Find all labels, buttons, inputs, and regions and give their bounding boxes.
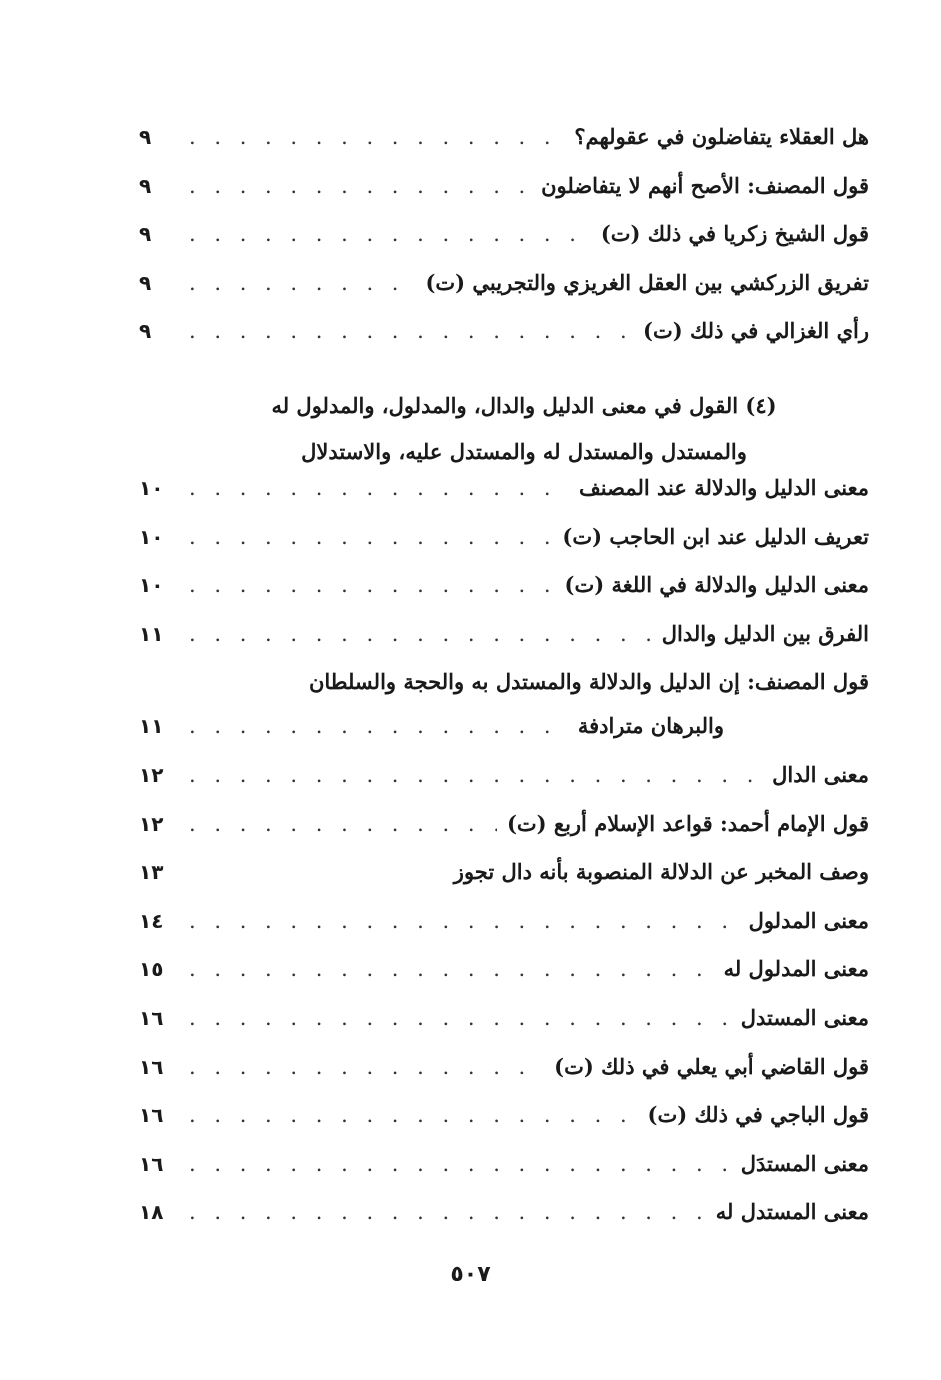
page-number: ٥٠٧ xyxy=(450,1262,491,1287)
toc-entry xyxy=(139,173,869,222)
toc-entry-title: تفريق الزركشي بين العقل الغريزي والتجريبي (ت) xyxy=(425,269,869,295)
leader-dots xyxy=(189,714,568,738)
leader-dots xyxy=(189,1152,731,1176)
toc-entry-title: معنى المستدل له xyxy=(715,1199,869,1225)
toc-entry-page: ١٦ xyxy=(139,1005,164,1030)
toc-entry xyxy=(139,270,869,319)
toc-entry xyxy=(139,1199,869,1248)
toc-entry-title: قول الإمام أحمد: قواعد الإسلام أربع (ت) xyxy=(506,810,869,836)
section-heading-line-1: (٤) القول في معنى الدليل والدال، والمدلول، والمدلول له xyxy=(271,392,777,418)
leader-dots xyxy=(189,125,564,149)
toc-entry-page: ١٢ xyxy=(139,762,164,787)
leader-dots xyxy=(189,1200,706,1224)
toc-entry-title: معنى المدلول له xyxy=(723,956,869,982)
toc-entry-title: معنى المدلول xyxy=(748,907,869,933)
toc-entry xyxy=(139,572,869,621)
leader-dots xyxy=(189,622,652,646)
section-heading xyxy=(139,367,869,475)
toc-entry xyxy=(139,762,869,811)
toc-entry-title: معنى الدليل والدلالة في اللغة (ت) xyxy=(564,572,869,598)
toc-entry xyxy=(139,221,869,270)
toc-entry-title: قول القاضي أبي يعلي في ذلك (ت) xyxy=(554,1053,869,1079)
toc-entry-title: هل العقلاء يتفاضلون في عقولهم؟ xyxy=(574,124,869,149)
toc-entry-page: ١١ xyxy=(139,621,164,646)
toc-entry-page: ١٦ xyxy=(139,1151,164,1176)
toc-entry xyxy=(139,1054,869,1103)
toc-entry-page: ٩ xyxy=(139,222,152,247)
toc-entry xyxy=(139,621,869,670)
toc-entry-title: معنى الدليل والدلالة عند المصنف xyxy=(579,474,869,500)
leader-dots xyxy=(189,222,591,246)
leader-dots xyxy=(189,476,569,500)
toc-entry xyxy=(139,811,869,860)
leader-dots xyxy=(189,1103,638,1127)
toc-entry-title: قول الباجي في ذلك (ت) xyxy=(647,1102,869,1128)
toc-entry-title-continued: والبرهان مترادفة xyxy=(577,713,724,739)
leader-dots xyxy=(189,525,552,549)
toc-entry-page: ١٠ xyxy=(139,524,164,549)
toc-entry-title: قول المصنف: إن الدليل والدلالة والمستدل به والحجة والسلطان xyxy=(308,669,869,695)
toc-entry xyxy=(139,1005,869,1054)
toc-entry-title: قول المصنف: الأصح أنهم لا يتفاضلون xyxy=(541,172,869,198)
toc-entry-page: ١١ xyxy=(139,714,164,739)
toc-entry-page: ١٨ xyxy=(139,1200,164,1225)
toc-entry-page: ٩ xyxy=(139,319,152,344)
toc-entry xyxy=(139,908,869,957)
toc-entry-page: ٩ xyxy=(139,125,152,149)
toc-entry-wrapped-second-line xyxy=(139,713,869,762)
toc-entry xyxy=(139,1102,869,1151)
toc-entry-wrapped-first-line xyxy=(139,669,869,713)
leader-dots xyxy=(189,763,762,787)
leader-dots xyxy=(189,957,714,981)
toc-entry xyxy=(139,475,869,524)
leader-dots xyxy=(189,573,555,597)
toc-entry xyxy=(139,524,869,573)
table-of-contents xyxy=(139,124,869,1248)
toc-entry-title: معنى المستدَل xyxy=(740,1150,869,1176)
toc-entry-page: ١٣ xyxy=(139,860,164,885)
leader-dots xyxy=(189,1055,544,1079)
toc-entry-page: ١٥ xyxy=(139,957,164,982)
leader-dots xyxy=(189,1006,731,1030)
toc-entry-page: ١٦ xyxy=(139,1103,164,1128)
leader-dots xyxy=(189,174,531,198)
leader-dots xyxy=(189,271,415,295)
toc-entry-page: ١٤ xyxy=(139,908,164,933)
toc-entry-title: تعريف الدليل عند ابن الحاجب (ت) xyxy=(562,523,869,549)
leader-dots xyxy=(189,909,739,933)
toc-entry-title: معنى الدال xyxy=(772,761,869,787)
section-heading-line-2: والمستدل والمستدل له والمستدل عليه، والاستدلال xyxy=(301,438,747,464)
toc-entry-title: قول الشيخ زكريا في ذلك (ت) xyxy=(600,221,869,247)
toc-entry-page: ١٢ xyxy=(139,811,164,836)
toc-entry-title: الفرق بين الدليل والدال xyxy=(661,620,869,646)
toc-entry-page: ٩ xyxy=(139,173,152,198)
toc-entry xyxy=(139,124,869,173)
toc-entry xyxy=(139,859,869,908)
toc-entry xyxy=(139,956,869,1005)
toc-entry-title: معنى المستدل xyxy=(740,1004,869,1030)
toc-entry-page: ١٦ xyxy=(139,1054,164,1079)
toc-entry xyxy=(139,318,869,367)
leader-dots xyxy=(189,812,497,836)
toc-entry xyxy=(139,1151,869,1200)
toc-entry-page: ٩ xyxy=(139,270,152,295)
toc-entry-title: وصف المخبر عن الدلالة المنصوبة بأنه دال تجوز xyxy=(453,859,869,885)
leader-dots xyxy=(189,319,633,343)
toc-entry-page: ١٠ xyxy=(139,475,164,500)
toc-entry-title: رأي الغزالي في ذلك (ت) xyxy=(643,318,869,344)
toc-entry-page: ١٠ xyxy=(139,573,164,598)
